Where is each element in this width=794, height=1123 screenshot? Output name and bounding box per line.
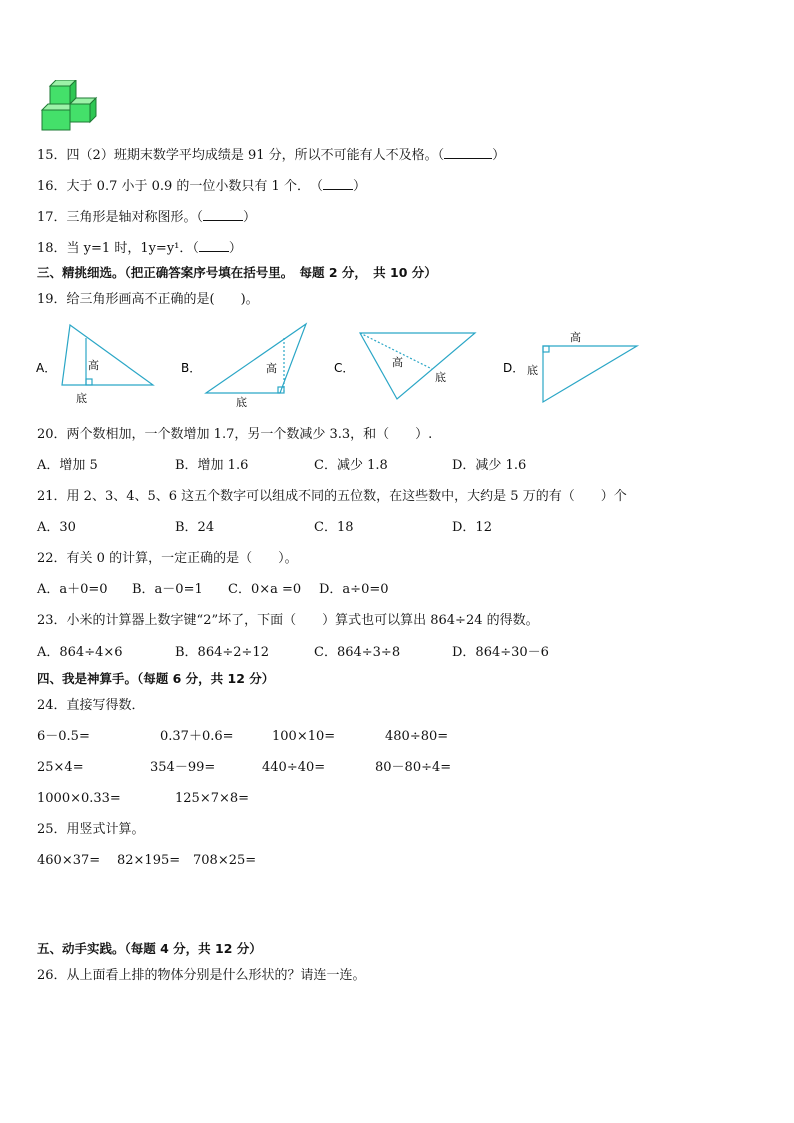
vertical-calc-item: 460×37= [37,853,101,868]
question-19: 19．给三角形画高不正确的是( )。 [37,292,259,307]
vertical-calc-item: 82×195= [117,853,181,868]
calc-item: 100×10= [272,729,336,744]
option-19-c-height-label: 高 [392,356,403,369]
option-23-a[interactable]: A．864÷4×6 [37,645,123,660]
question-21: 21．用 2、3、4、5、6 这五个数字可以组成不同的五位数，在这些数中，大约是 5 万的有（ ）个 [37,489,627,504]
question-19-figures [30,318,650,414]
option-21-c[interactable]: C．18 [314,520,354,535]
option-21-d[interactable]: D．12 [452,520,492,535]
question-17: 17．三角形是轴对称图形。（ ） [37,210,257,225]
option-22-b[interactable]: B．a－0=1 [132,582,203,597]
option-19-b-label: B． [181,361,202,375]
answer-blank[interactable] [444,146,492,159]
option-22-a[interactable]: A．a＋0=0 [37,582,108,597]
calc-item: 125×7×8= [175,791,250,806]
question-24: 24．直接写得数． [37,698,145,713]
option-19-a-base-label: 底 [76,392,87,405]
option-19-c-base-label: 底 [435,371,446,384]
option-19-a-label: A． [36,361,57,375]
option-23-d[interactable]: D．864÷30－6 [452,645,549,660]
calc-item: 440÷40= [262,760,326,775]
option-20-c[interactable]: C．减少 1.8 [314,458,388,473]
option-22-d[interactable]: D．a÷0=0 [319,582,389,597]
option-19-d-base-label: 底 [527,364,538,377]
question-22: 22．有关 0 的计算，一定正确的是（ ）。 [37,551,298,566]
question-25: 25．用竖式计算。 [37,822,145,837]
option-19-b-height-label: 高 [266,362,277,375]
option-19-b-base-label: 底 [236,396,247,409]
question-26: 26．从上面看上排的物体分别是什么形状的？请连一连。 [37,968,366,983]
calc-item: 1000×0.33= [37,791,121,806]
option-20-a[interactable]: A．增加 5 [37,458,98,473]
section-4-heading: 四、我是神算手。（每题 6 分，共 12 分） [37,671,275,686]
option-22-c[interactable]: C．0×a =0 [228,582,302,597]
cube-stack-figure [38,80,108,136]
calc-item: 354－99= [150,760,216,775]
answer-blank[interactable] [323,177,353,190]
option-19-c-label: C． [334,361,355,375]
calc-item: 6－0.5= [37,729,90,744]
vertical-calc-item: 708×25= [193,853,257,868]
section-3-heading: 三、精挑细选。（把正确答案序号填在括号里。 每题 2 分， 共 10 分） [37,265,437,280]
option-19-d-label: D． [503,361,525,375]
question-20: 20．两个数相加，一个数增加 1.7，另一个数减少 3.3，和（ ）. [37,427,433,442]
question-23: 23．小米的计算器上数字键“2”坏了，下面（ ）算式也可以算出 864÷24 的得数。 [37,613,539,628]
question-16: 16．大于 0.7 小于 0.9 的一位小数只有 1 个． （ ） [37,179,366,194]
section-5-heading: 五、动手实践。（每题 4 分，共 12 分） [37,941,262,956]
answer-blank[interactable] [199,239,229,252]
calc-item: 25×4= [37,760,84,775]
calc-item: 480÷80= [385,729,449,744]
option-23-b[interactable]: B．864÷2÷12 [175,645,269,660]
option-23-c[interactable]: C．864÷3÷8 [314,645,401,660]
question-18: 18．当 y=1 时，1y=y¹．（ ） [37,241,242,256]
calc-item: 80－80÷4= [375,760,452,775]
calc-item: 0.37＋0.6= [160,729,234,744]
option-20-d[interactable]: D．减少 1.6 [452,458,527,473]
option-19-a-height-label: 高 [88,359,99,372]
answer-blank[interactable] [203,208,243,221]
option-21-a[interactable]: A．30 [37,520,76,535]
option-20-b[interactable]: B．增加 1.6 [175,458,249,473]
option-21-b[interactable]: B．24 [175,520,215,535]
option-19-d-height-label: 高 [570,331,581,344]
question-15: 15．四（2）班期末数学平均成绩是 91 分，所以不可能有人不及格。（ ） [37,148,506,163]
